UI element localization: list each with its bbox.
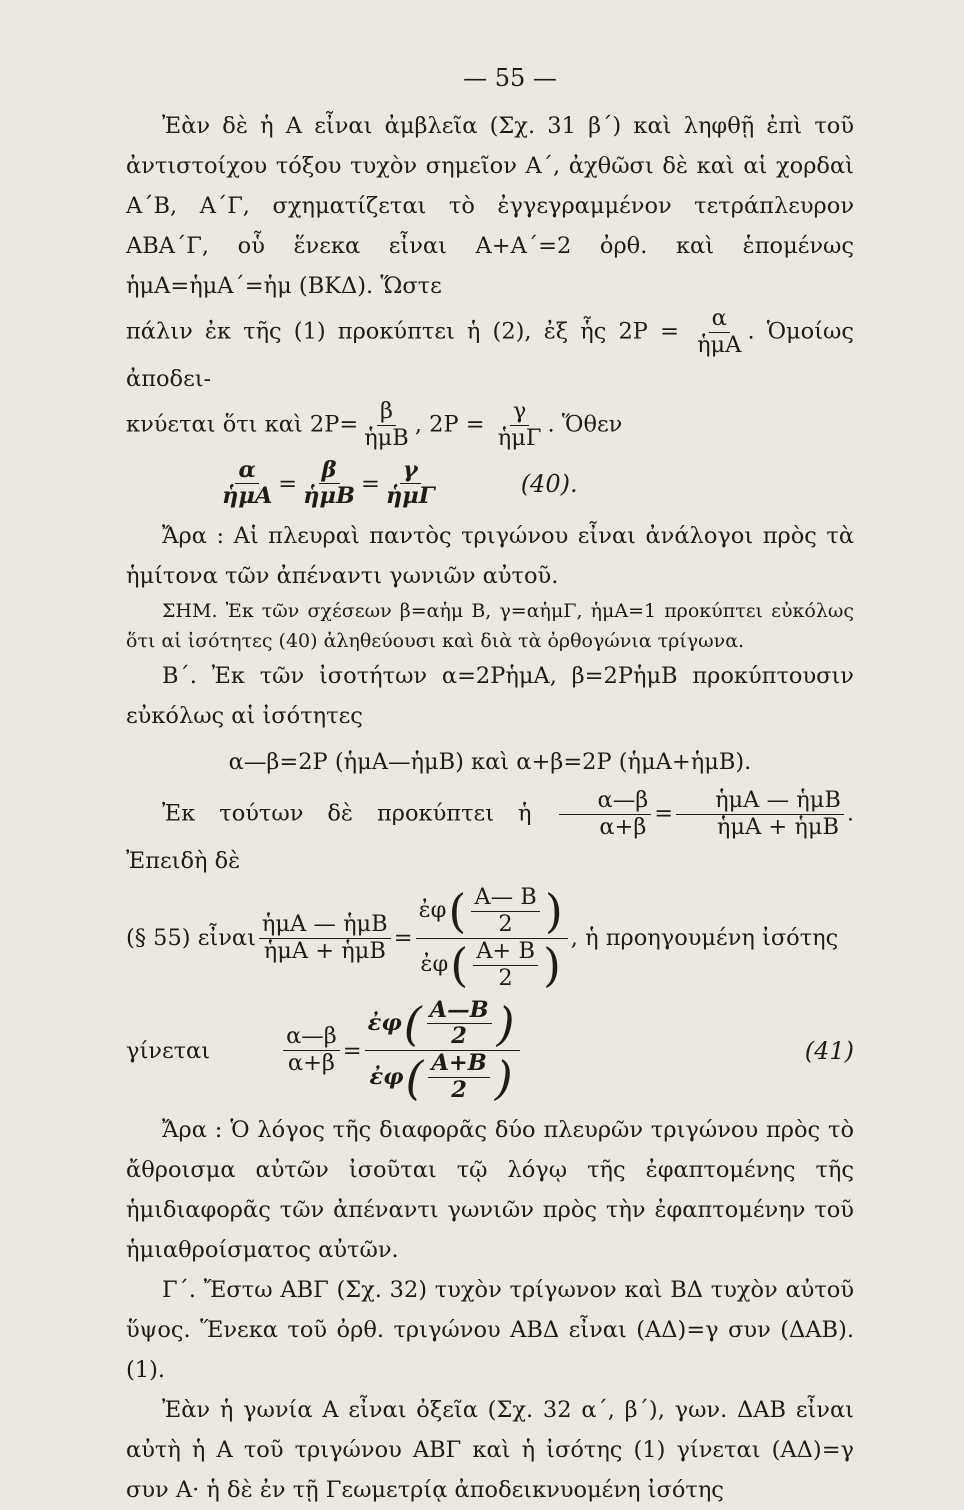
equation-40: $\frac{\alpha}{\text{ἡμΑ}}$ = $\frac{\beta}{\text{ἡμΒ}}$ = $\frac{\gamma}{\text{ἡμΓ}}$ (40). [222,456,578,510]
equation-40-label: (40). [520,469,578,498]
fraction-g-over-sinG: $\frac{\gamma}{\text{ἡμΓ}}$ [497,397,542,451]
fraction-b-over-sinB: $\frac{\beta}{\text{ἡμΒ}}$ [364,397,409,451]
paragraph-obtuse-case: Ἐὰν δὲ ἡ Α εἶναι ἀμβλεῖα (Σχ. 31 β΄) καὶ ληφθῇ ἐπὶ τοῦ ἀντιστοίχου τόξου τυχὸν σημεῖον Α΄, ἀχθῶσι δὲ καὶ αἱ χορδαὶ Α΄Β, Α΄Γ, σχηματίζεται τὸ ἐγγεγραμμένον τετράπλευρον ΑΒΑ΄Γ, οὗ ἕνεκα εἶναι Α+Α΄=2 ὀρθ. καὶ ἑπομένως ἡμΑ=ἡμΑ΄=ἡμ (ΒΚΔ). Ὥστε [126,113,854,299]
conclusion-law-of-tangents: Ἄρα : Ὁ λόγος τῆς διαφορᾶς δύο πλευρῶν τριγώνου πρὸς τὸ ἄθροισμα αὐτῶν ἰσοῦται τῷ λόγῳ τῆς ἐφαπτομένης τῆς ἡμιδιαφορᾶς τῶν ἀπέναντι γωνιῶν πρὸς τὴν ἐφαπτομένην τοῦ ἡμιαθροίσματος αὐτῶν. [126,1117,854,1263]
line-ratio-relation: Ἐκ τούτων δὲ προκύπτει ἡ $\frac{\alpha—\beta}{\alpha+\beta}$ = $\frac{\text{ἡμΑ — ἡμΒ}}{\text{ἡμΑ + ἡμΒ}}$ . Ἐπειδὴ δὲ [126,787,855,874]
page-number: — 55 — [463,64,557,92]
fraction-a-over-sinA: $\frac{\alpha}{\text{ἡμΑ}}$ [697,305,742,358]
paragraph-B: Β΄. Ἐκ τῶν ἰσοτήτων α=2ΡἡμΑ, β=2ΡἡμΒ προκύπτουσιν εὐκόλως αἱ ἰσότητες [126,663,854,730]
conclusion-law-of-sines: Ἄρα : Αἱ πλευραὶ παντὸς τριγώνου εἶναι ἀνάλογοι πρὸς τὰ ἡμίτονα τῶν ἀπέναντι γωνιῶν αὐτοῦ. [126,523,855,590]
equation-41-label: (41) [804,1036,854,1065]
paragraph-acute-case: Ἐὰν ἡ γωνία Α εἶναι ὀξεῖα (Σχ. 32 α΄, β΄), γων. ΔΑΒ εἶναι αὐτὴ ἡ Α τοῦ τριγώνου ΑΒΓ καὶ ἡ ἰσότης (1) γίνεται (ΑΔ)=γ συν Α· ἡ δὲ ἐν τῇ Γεωμετρίᾳ ἀποδεικνυομένη ἰσότης [126,1397,854,1503]
equation-s55: (§ 55) εἶναι $\frac{\text{ἡμΑ — ἡμΒ}}{\text{ἡμΑ + ἡμΒ}}$ = ἐφ ( $\frac{A— B}{2}$ ) ἐφ ( $\frac{A+ B}{2}$ ) , ἡ προηγουμένη ἰσότης [126,884,839,993]
paragraph-G: Γ΄. Ἔστω ΑΒΓ (Σχ. 32) τυχὸν τρίγωνον καὶ ΒΔ τυχὸν αὐτοῦ ὕψος. Ἕνεκα τοῦ ὀρθ. τριγώνου ΑΒΔ εἶναι (ΑΔ)=γ συν (ΔΑΒ). (1). [126,1277,854,1383]
equation-41: γίνεται $\frac{\alpha—\beta}{\alpha+\beta}$ = ἐφ ( $\frac{A—B}{2}$ ) ἐφ ( $\frac{A+B}{2}$ ) (41) [126,996,854,1105]
tan-ratio-fraction: ἐφ ( $\frac{A— B}{2}$ ) ἐφ ( $\frac{A+ B}{2}$ ) [416,885,568,992]
line-similar-relations: κνύεται ὅτι καὶ 2Ρ= $\frac{\beta}{\text{ἡμΒ}}$ , 2Ρ = $\frac{\gamma}{\text{ἡμΓ}}$ . Ὅθεν [126,397,623,451]
line-2p-relation: πάλιν ἐκ τῆς (1) προκύπτει ἡ (2), ἐξ ἧς 2Ρ = $\frac{\alpha}{\text{ἡμΑ}}$ . Ὁμοίως ἀποδει- [126,305,854,392]
equation-sums: α—β=2Ρ (ἡμΑ—ἡμΒ) καὶ α+β=2Ρ (ἡμΑ+ἡμΒ). [228,749,752,776]
note-right-triangles: ΣΗΜ. Ἐκ τῶν σχέσεων β=αἡμ Β, γ=αἡμΓ, ἡμΑ=1 προκύπτει εὐκόλως ὅτι αἱ ἰσότητες (40) ἀληθεύουσι καὶ διὰ τὰ ὀρθογώνια τρίγωνα. [126,600,854,653]
